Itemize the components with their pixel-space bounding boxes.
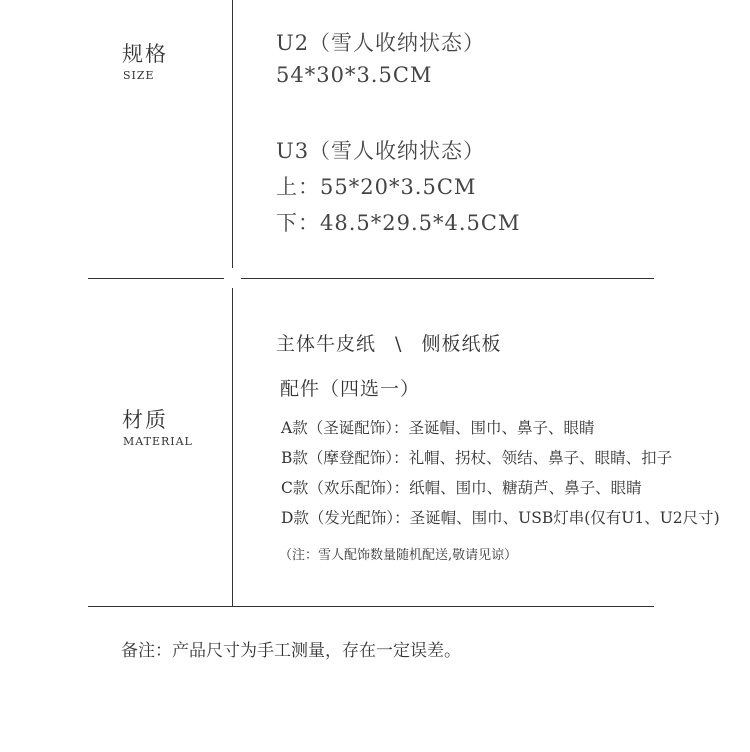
u3-top-size: 上：55*20*3.5CM	[276, 175, 477, 199]
horizontal-divider-bottom	[88, 606, 654, 607]
spec-label-en: SIZE	[123, 69, 155, 82]
u2-size: 54*30*3.5CM	[276, 63, 433, 87]
accessory-item-d: D款（发光配饰）：圣诞帽、围巾、USB灯串(仅有U1、U2尺寸)	[281, 509, 720, 527]
footer-remark: 备注：产品尺寸为手工测量，存在一定误差。	[121, 641, 461, 661]
accessory-note: （注：雪人配饰数量随机配送,敬请见谅）	[279, 548, 518, 563]
spec-label: 规格	[122, 42, 168, 66]
material-label-en: MATERIAL	[123, 435, 193, 448]
material-label: 材质	[122, 408, 168, 432]
vertical-divider-bottom	[232, 288, 233, 607]
accessory-item-c: C款（欢乐配饰）：纸帽、围巾、糖葫芦、鼻子、眼睛	[281, 479, 642, 497]
accessory-item-a: A款（圣诞配饰）：圣诞帽、围巾、鼻子、眼睛	[281, 419, 595, 437]
material-main: 主体牛皮纸 \ 侧板纸板	[276, 333, 502, 355]
vertical-divider-top	[232, 0, 233, 268]
u3-title: U3（雪人收纳状态）	[276, 139, 486, 163]
horizontal-divider-right	[241, 278, 654, 279]
accessory-item-b: B款（摩登配饰）：礼帽、拐杖、领结、鼻子、眼睛、扣子	[281, 449, 673, 467]
accessories-title: 配件（四选一）	[280, 378, 421, 400]
u3-bottom-size: 下：48.5*29.5*4.5CM	[276, 211, 521, 235]
u2-title: U2（雪人收纳状态）	[276, 31, 486, 55]
horizontal-divider-left	[88, 278, 224, 279]
